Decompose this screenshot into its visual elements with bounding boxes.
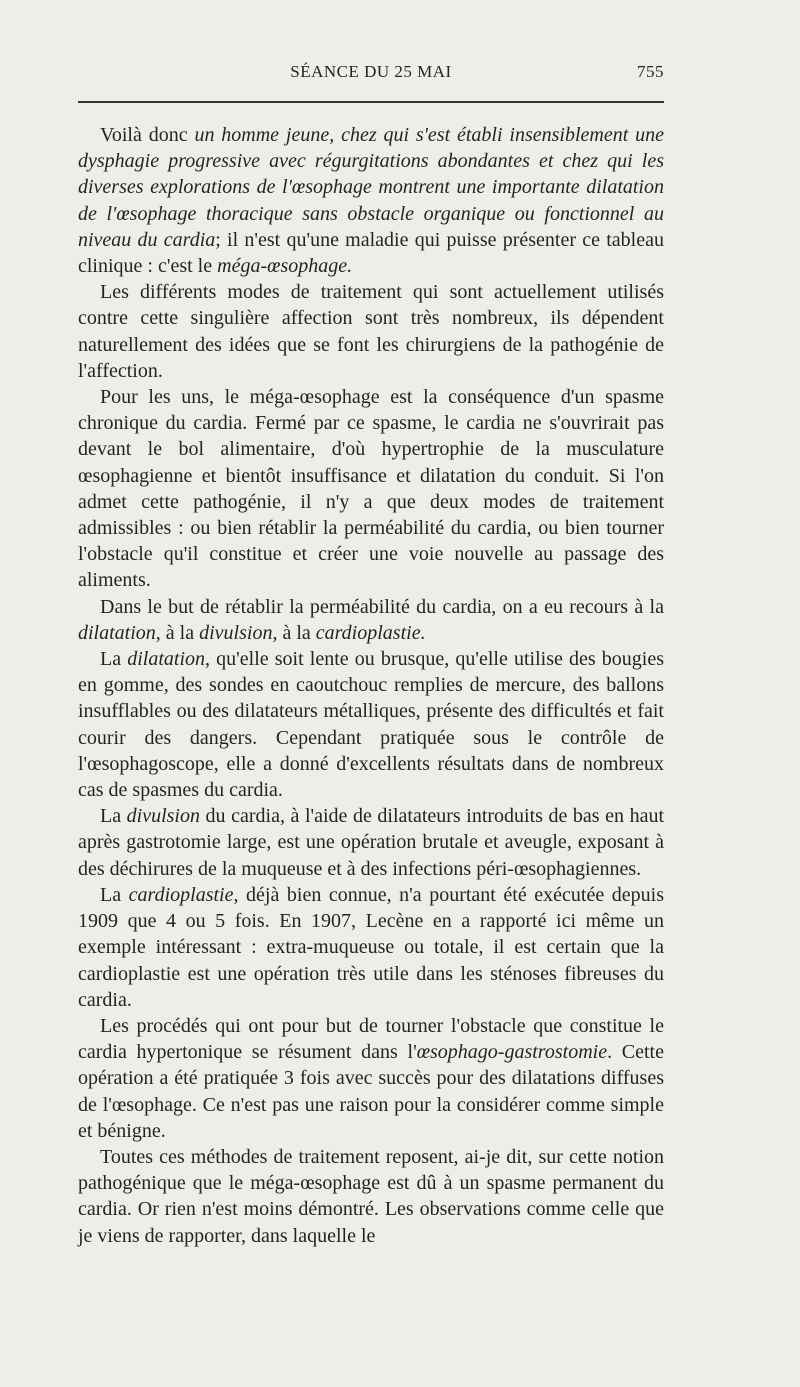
paragraph [78, 803, 664, 882]
paragraph [78, 279, 664, 384]
running-header [78, 62, 664, 88]
paragraph [78, 1013, 664, 1144]
paragraph [78, 1144, 664, 1249]
italic-run: un homme jeune, chez qui s'est établi insensiblement une dysphagie progressive avec régurgitations abondantes et chez qui les diverses explorations de l'œsophage montrent une importante dilatation de l'œsophage thoracique sans obstacle organique ou fonctionnel au niveau du cardia [78, 124, 664, 251]
text-run: La [100, 883, 129, 906]
italic-run: dilatation [127, 648, 206, 671]
text-run: Toutes ces méthodes de traitement reposent, ai-je dit, sur cette notion pathogénique que le méga-œsophage est dû à un spasme permanent du cardia. Or rien n'est moins démontré. Les observations comme celle que je viens de rapporter, dans laquelle le [78, 1145, 664, 1247]
paragraph [78, 122, 664, 279]
text-run: , déjà bien connue, n'a pourtant été exécutée depuis 1909 que 4 ou 5 fois. En 1907, Lecène en a rapporté ici même un exemple intéressant : extra-muqueuse ou totale, il est certain que la cardioplastie est une opération très utile dans les sténoses fibreuses du cardia. [78, 883, 664, 1011]
text-run: , à la [272, 621, 316, 644]
italic-run: cardioplastie. [315, 621, 426, 644]
text-run: La [100, 805, 127, 828]
paragraph [78, 882, 664, 1013]
italic-run: dilatation [78, 621, 156, 644]
text-run: . Cette opération a été pratiquée 3 fois avec succès pour des dilatations diffuses de l'œsophage. Ce n'est pas une raison pour la considérer comme simple et bénigne. [78, 1041, 664, 1142]
italic-run: œsophago-gastrostomie [416, 1041, 608, 1064]
page-number: 755 [637, 62, 664, 81]
text-run: ; il n'est qu'une maladie qui puisse présenter ce tableau clinique : c'est le [78, 228, 664, 278]
italic-run: divulsion [126, 805, 200, 828]
italic-run: divulsion [199, 621, 273, 644]
header-rule [78, 101, 664, 103]
text-run: Les différents modes de traitement qui sont actuellement utilisés contre cette singulière affection sont très nombreux, ils dépendent naturellement des idées que se font les chirurgiens de la pathogénie de l'affection. [78, 281, 664, 382]
text-run: Les procédés qui ont pour but de tourner l'obstacle que constitue le cardia hypertonique se résument dans l' [78, 1014, 664, 1064]
running-title: SÉANCE DU 25 MAI [290, 62, 452, 81]
paragraph [78, 594, 664, 646]
text-run: , qu'elle soit lente ou brusque, qu'elle utilise des bougies en gomme, des sondes en caoutchouc remplies de mercure, des ballons insufflables ou des dilatateurs métalliques, présente des difficultés et fait courir des dangers. Cependant pratiquée sous le contrôle de l'œsophagoscope, elle a donné d'excellents résultats dans de nombreux cas de spasmes du cardia. [78, 648, 665, 802]
text-run: Pour les uns, le méga-œsophage est la conséquence d'un spasme chronique du cardia. Fermé par ce spasme, le cardia ne s'ouvrirait pas devant le bol alimentaire, d'où hypertrophie de la musculature œsophagienne et bientôt insuffisance et dilatation du conduit. Si l'on admet cette pathogénie, il n'y a que deux modes de traitement admissibles : ou bien rétablir la perméabilité du cardia, ou bien tourner l'obstacle qu'il constitue et créer une voie nouvelle au passage des aliments. [78, 386, 664, 592]
text-run: Voilà donc [100, 124, 195, 146]
italic-run: cardioplastie [128, 883, 234, 906]
paragraph [78, 384, 664, 594]
text-run: Dans le but de rétablir la perméabilité du cardia, on a eu recours à la [100, 595, 664, 618]
italic-run: méga-œsophage. [217, 255, 353, 278]
text-run: du cardia, à l'aide de dilatateurs introduits de bas en haut après gastrotomie large, est une opération brutale et aveugle, exposant à des déchirures de la muqueuse et à des infections péri-œsophagiennes. [78, 805, 665, 880]
page-body [78, 122, 664, 1249]
paragraph [78, 646, 664, 803]
text-run: La [100, 648, 128, 671]
text-run: , à la [155, 621, 200, 644]
